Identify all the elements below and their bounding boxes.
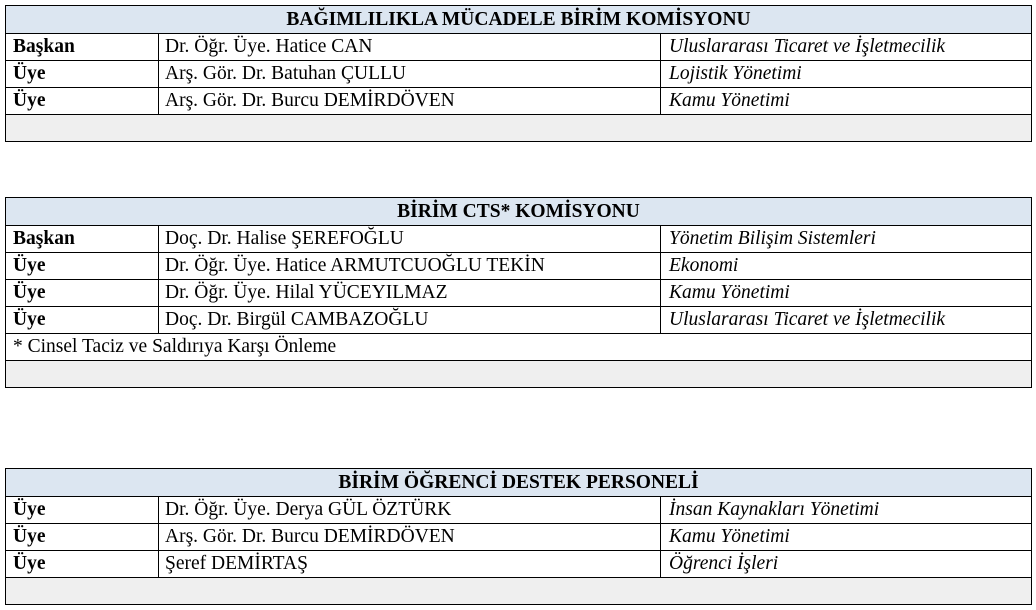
member-name: Arş. Gör. Dr. Batuhan ÇULLU: [159, 61, 661, 88]
member-name: Arş. Gör. Dr. Burcu DEMİRDÖVEN: [159, 88, 661, 115]
member-department: Yönetim Bilişim Sistemleri: [661, 226, 1032, 253]
blank-cell: [6, 361, 1032, 388]
committee-table: [5, 197, 1032, 388]
committee-title: BAĞIMLILIKLA MÜCADELE BİRİM KOMİSYONU: [6, 6, 1032, 34]
member-role: Üye: [6, 524, 159, 551]
committee-title-row: [6, 6, 1032, 34]
member-role: Üye: [6, 253, 159, 280]
member-role: Üye: [6, 551, 159, 578]
member-role: Üye: [6, 61, 159, 88]
blank-row: [6, 361, 1032, 388]
member-department: İnsan Kaynakları Yönetimi: [661, 497, 1032, 524]
member-department: Lojistik Yönetimi: [661, 61, 1032, 88]
member-department: Öğrenci İşleri: [661, 551, 1032, 578]
member-name: Dr. Öğr. Üye. Hilal YÜCEYILMAZ: [159, 280, 661, 307]
member-role: Üye: [6, 497, 159, 524]
member-role: Başkan: [6, 34, 159, 61]
blank-cell: [6, 115, 1032, 142]
blank-row: [6, 578, 1032, 605]
note-row: [6, 334, 1032, 361]
committee-table: [5, 468, 1032, 605]
blank-cell: [6, 578, 1032, 605]
member-department: Uluslararası Ticaret ve İşletmecilik: [661, 34, 1032, 61]
member-row: [6, 88, 1032, 115]
member-row: [6, 307, 1032, 334]
member-department: Kamu Yönetimi: [661, 524, 1032, 551]
member-name: Doç. Dr. Birgül CAMBAZOĞLU: [159, 307, 661, 334]
member-name: Şeref DEMİRTAŞ: [159, 551, 661, 578]
member-name: Doç. Dr. Halise ŞEREFOĞLU: [159, 226, 661, 253]
committee-title-row: [6, 198, 1032, 226]
member-row: [6, 497, 1032, 524]
blank-row: [6, 115, 1032, 142]
member-name: Dr. Öğr. Üye. Hatice ARMUTCUOĞLU TEKİN: [159, 253, 661, 280]
member-row: [6, 61, 1032, 88]
committee-title: BİRİM CTS* KOMİSYONU: [6, 198, 1032, 226]
member-department: Uluslararası Ticaret ve İşletmecilik: [661, 307, 1032, 334]
member-department: Kamu Yönetimi: [661, 88, 1032, 115]
committee-title: BİRİM ÖĞRENCİ DESTEK PERSONELİ: [6, 469, 1032, 497]
member-row: [6, 551, 1032, 578]
committee-title-row: [6, 469, 1032, 497]
member-row: [6, 34, 1032, 61]
footnote: * Cinsel Taciz ve Saldırıya Karşı Önleme: [6, 334, 1032, 361]
member-row: [6, 524, 1032, 551]
member-name: Arş. Gör. Dr. Burcu DEMİRDÖVEN: [159, 524, 661, 551]
member-department: Ekonomi: [661, 253, 1032, 280]
member-role: Üye: [6, 88, 159, 115]
member-row: [6, 226, 1032, 253]
member-role: Üye: [6, 280, 159, 307]
member-role: Başkan: [6, 226, 159, 253]
member-department: Kamu Yönetimi: [661, 280, 1032, 307]
member-row: [6, 280, 1032, 307]
member-name: Dr. Öğr. Üye. Hatice CAN: [159, 34, 661, 61]
member-name: Dr. Öğr. Üye. Derya GÜL ÖZTÜRK: [159, 497, 661, 524]
committee-table: [5, 5, 1032, 142]
member-role: Üye: [6, 307, 159, 334]
member-row: [6, 253, 1032, 280]
